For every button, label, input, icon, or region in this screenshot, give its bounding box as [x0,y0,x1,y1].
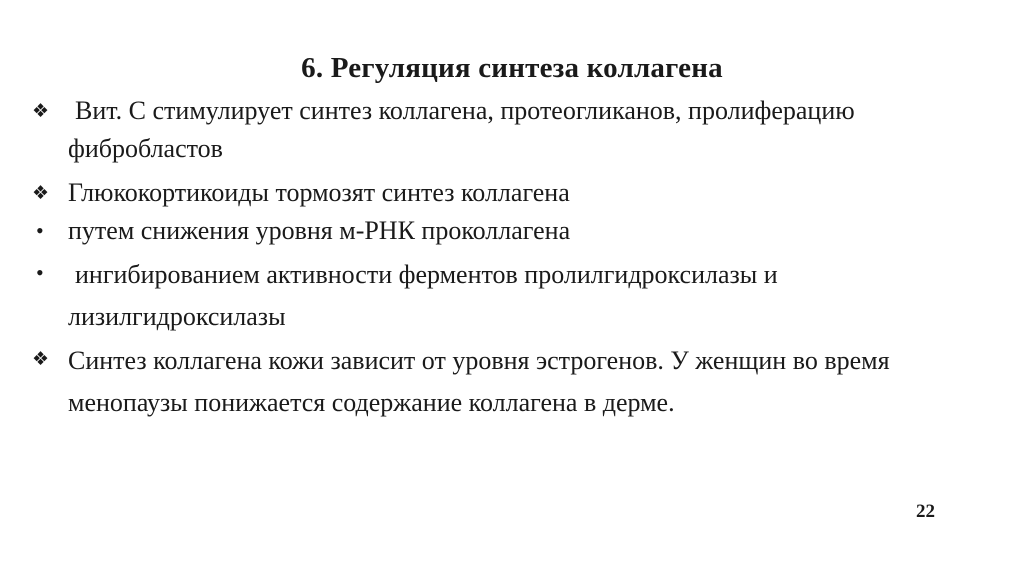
diamond-bullet-icon: ❖ [32,348,50,370]
diamond-bullet-icon: ❖ [32,182,50,204]
list-item [30,174,990,212]
dot-bullet-icon: • [36,218,44,243]
list-item [30,92,990,168]
bullet-list [30,92,990,424]
list-item [30,254,990,338]
slide-title: 6. Регуляция синтеза коллагена [301,52,723,84]
dot-bullet-icon: • [36,260,44,285]
list-item-text: Синтез коллагена кожи зависит от уровня эстрогенов. У женщин во время менопаузы понижается содержание коллагена в дерме. [68,346,890,417]
list-item-text: Вит. С стимулирует синтез коллагена, протеогликанов, пролиферацию фибробластов [68,96,855,163]
list-item-text: путем снижения уровня м-РНК проколлагена [68,216,571,245]
list-item-text: Глюкокортикоиды тормозят синтез коллагена [68,178,570,207]
list-item [30,340,990,424]
page-number: 22 [916,501,935,522]
diamond-bullet-icon: ❖ [32,100,50,122]
list-item [30,212,990,250]
list-item-text: ингибированием активности ферментов пролилгидроксилазы и лизилгидроксилазы [68,260,778,331]
